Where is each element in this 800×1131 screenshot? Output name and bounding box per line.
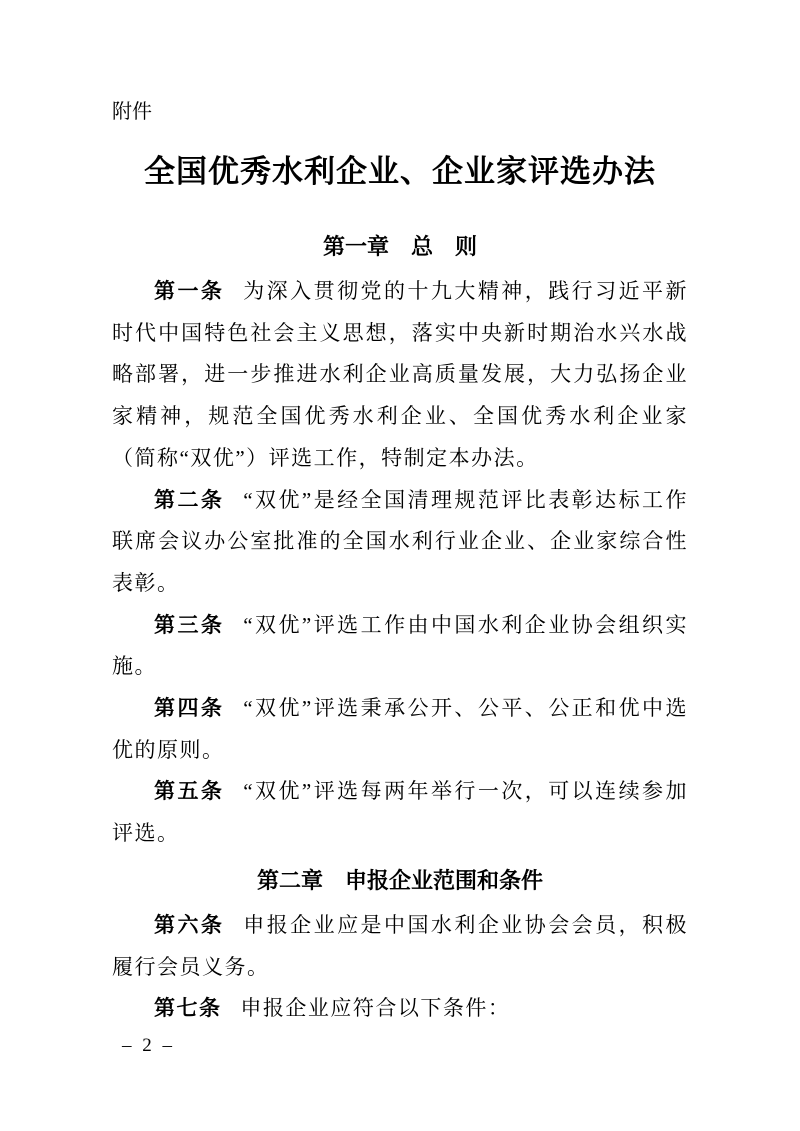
article-3-text: “双优”评选工作由中国水利企业协会组织实施。: [112, 612, 688, 679]
article-2: [112, 480, 688, 605]
page-number: – 2 –: [122, 1034, 175, 1056]
document-title: 全国优秀水利企业、企业家评选办法: [144, 154, 656, 189]
article-1: [112, 271, 688, 480]
article-1-label: 第一条: [154, 279, 225, 303]
article-2-text: “双优”是经全国清理规范评比表彰达标工作联席会议办公室批准的全国水利行业企业、企业家综合性表彰。: [112, 487, 688, 595]
article-4: [112, 688, 688, 771]
article-3-label: 第三条: [154, 612, 225, 637]
article-4-text: “双优”评选秉承公开、公平、公正和优中选优的原则。: [112, 696, 688, 762]
article-5-text: “双优”评选每两年举行一次，可以连续参加评选。: [112, 779, 688, 846]
article-6: [112, 905, 688, 988]
article-7: [112, 988, 688, 1030]
attachment-label: 附件: [112, 101, 152, 123]
article-3: [112, 605, 688, 688]
article-7-text: 申报企业应符合以下条件：: [240, 996, 511, 1021]
article-6-label: 第六条: [154, 912, 225, 937]
article-4-label: 第四条: [154, 696, 225, 721]
chapter-1-heading: 第一章 总 则: [322, 234, 477, 259]
article-6-text: 申报企业应是中国水利企业协会会员，积极履行会员义务。: [112, 912, 689, 979]
article-7-label: 第七条: [154, 996, 222, 1021]
chapter-2-heading: 第二章 申报企业范围和条件: [256, 867, 543, 893]
article-5: [112, 771, 688, 854]
article-5-label: 第五条: [154, 779, 225, 804]
article-2-label: 第二条: [154, 487, 225, 512]
article-1-text: 为深入贯彻党的十九大精神，践行习近平新时代中国特色社会主义思想，落实中央新时期治水兴水战略部署，进一步推进水利企业高质量发展，大力弘扬企业家精神，规范全国优秀水利企业、全国优秀水利企业家（简称“双优”）评选工作，特制定本办法。: [112, 279, 689, 470]
